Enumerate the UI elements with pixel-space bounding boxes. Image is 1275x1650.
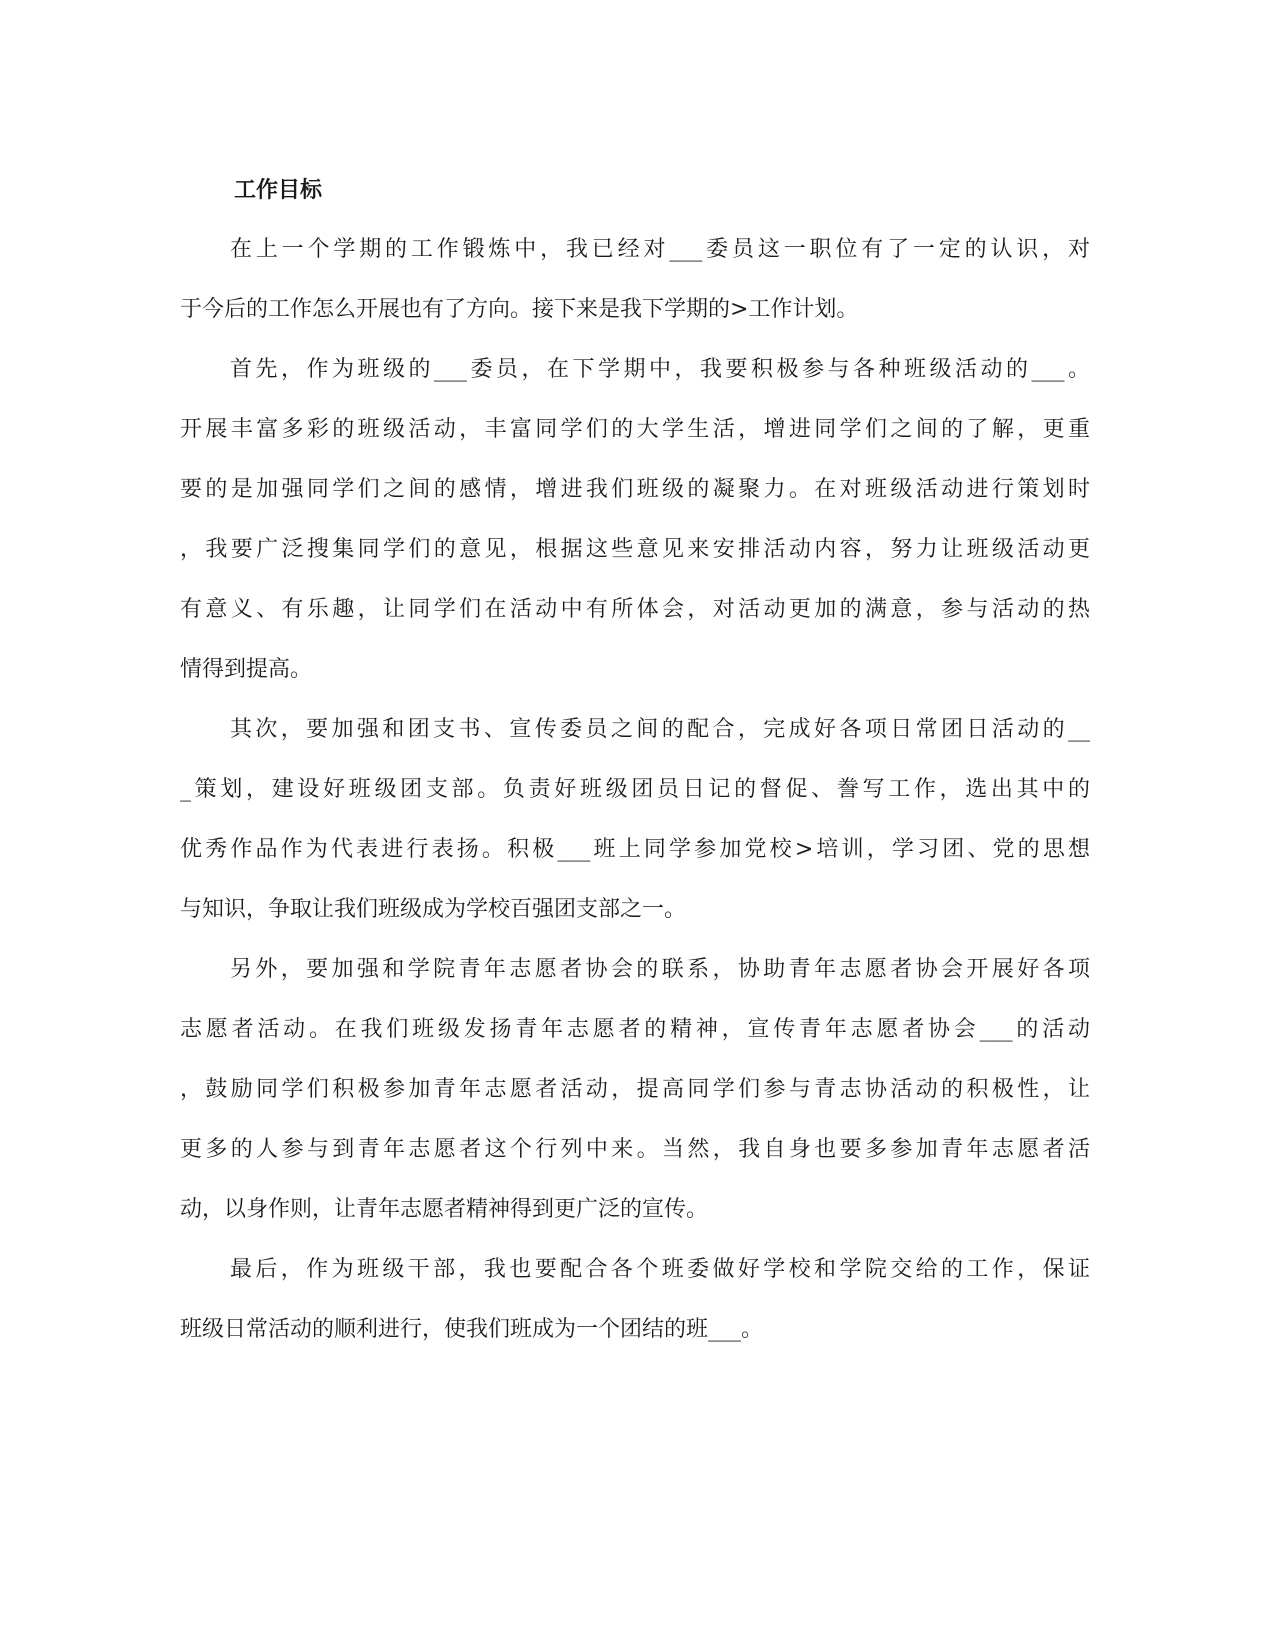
paragraph-line: 要的是加强同学们之间的感情，增进我们班级的凝聚力。在对班级活动进行策划时 [180, 477, 1090, 502]
document-heading: 工作目标 [234, 177, 323, 203]
document-page [180, 160, 1090, 1360]
paragraph-3 [180, 700, 1090, 940]
paragraph-line: 于今后的工作怎么开展也有了方向。接下来是我下学期的>工作计划。 [180, 297, 859, 322]
paragraph-line: 更多的人参与到青年志愿者这个行列中来。当然，我自身也要多参加青年志愿者活 [180, 1137, 1090, 1162]
paragraph-line: 开展丰富多彩的班级活动，丰富同学们的大学生活，增进同学们之间的了解，更重 [180, 417, 1090, 442]
paragraph-line: 动，以身作则，让青年志愿者精神得到更广泛的宣传。 [180, 1197, 709, 1222]
paragraph-line: ，鼓励同学们积极参加青年志愿者活动，提高同学们参与青志协活动的积极性，让 [180, 1077, 1090, 1102]
paragraph-line: 有意义、有乐趣，让同学们在活动中有所体会，对活动更加的满意，参与活动的热 [180, 597, 1090, 622]
paragraph-line: 志愿者活动。在我们班级发扬青年志愿者的精神，宣传青年志愿者协会___的活动 [180, 1017, 1090, 1042]
paragraph-line: 在上一个学期的工作锻炼中，我已经对___委员这一职位有了一定的认识，对 [230, 237, 1090, 262]
paragraph-line: 另外，要加强和学院青年志愿者协会的联系，协助青年志愿者协会开展好各项 [230, 957, 1090, 982]
paragraph-5 [180, 1240, 1090, 1360]
paragraph-4 [180, 940, 1090, 1240]
paragraph-line: 首先，作为班级的___委员，在下学期中，我要积极参与各种班级活动的___。 [230, 357, 1090, 382]
paragraph-line: 最后，作为班级干部，我也要配合各个班委做好学校和学院交给的工作，保证 [230, 1257, 1090, 1282]
paragraph-line: 情得到提高。 [180, 657, 313, 682]
paragraph-line: 与知识，争取让我们班级成为学校百强团支部之一。 [180, 897, 687, 922]
paragraph-line: ，我要广泛搜集同学们的意见，根据这些意见来安排活动内容，努力让班级活动更 [180, 537, 1090, 562]
paragraph-line: 优秀作品作为代表进行表扬。积极___班上同学参加党校>培训，学习团、党的思想 [180, 837, 1090, 862]
paragraph-1 [180, 220, 1090, 340]
paragraph-2 [180, 340, 1090, 700]
paragraph-line: 其次，要加强和团支书、宣传委员之间的配合，完成好各项日常团日活动的__ [230, 717, 1090, 742]
paragraph-line: 班级日常活动的顺利进行，使我们班成为一个团结的班___。 [180, 1317, 764, 1342]
paragraph-line: _策划，建设好班级团支部。负责好班级团员日记的督促、誊写工作，选出其中的 [180, 777, 1090, 802]
